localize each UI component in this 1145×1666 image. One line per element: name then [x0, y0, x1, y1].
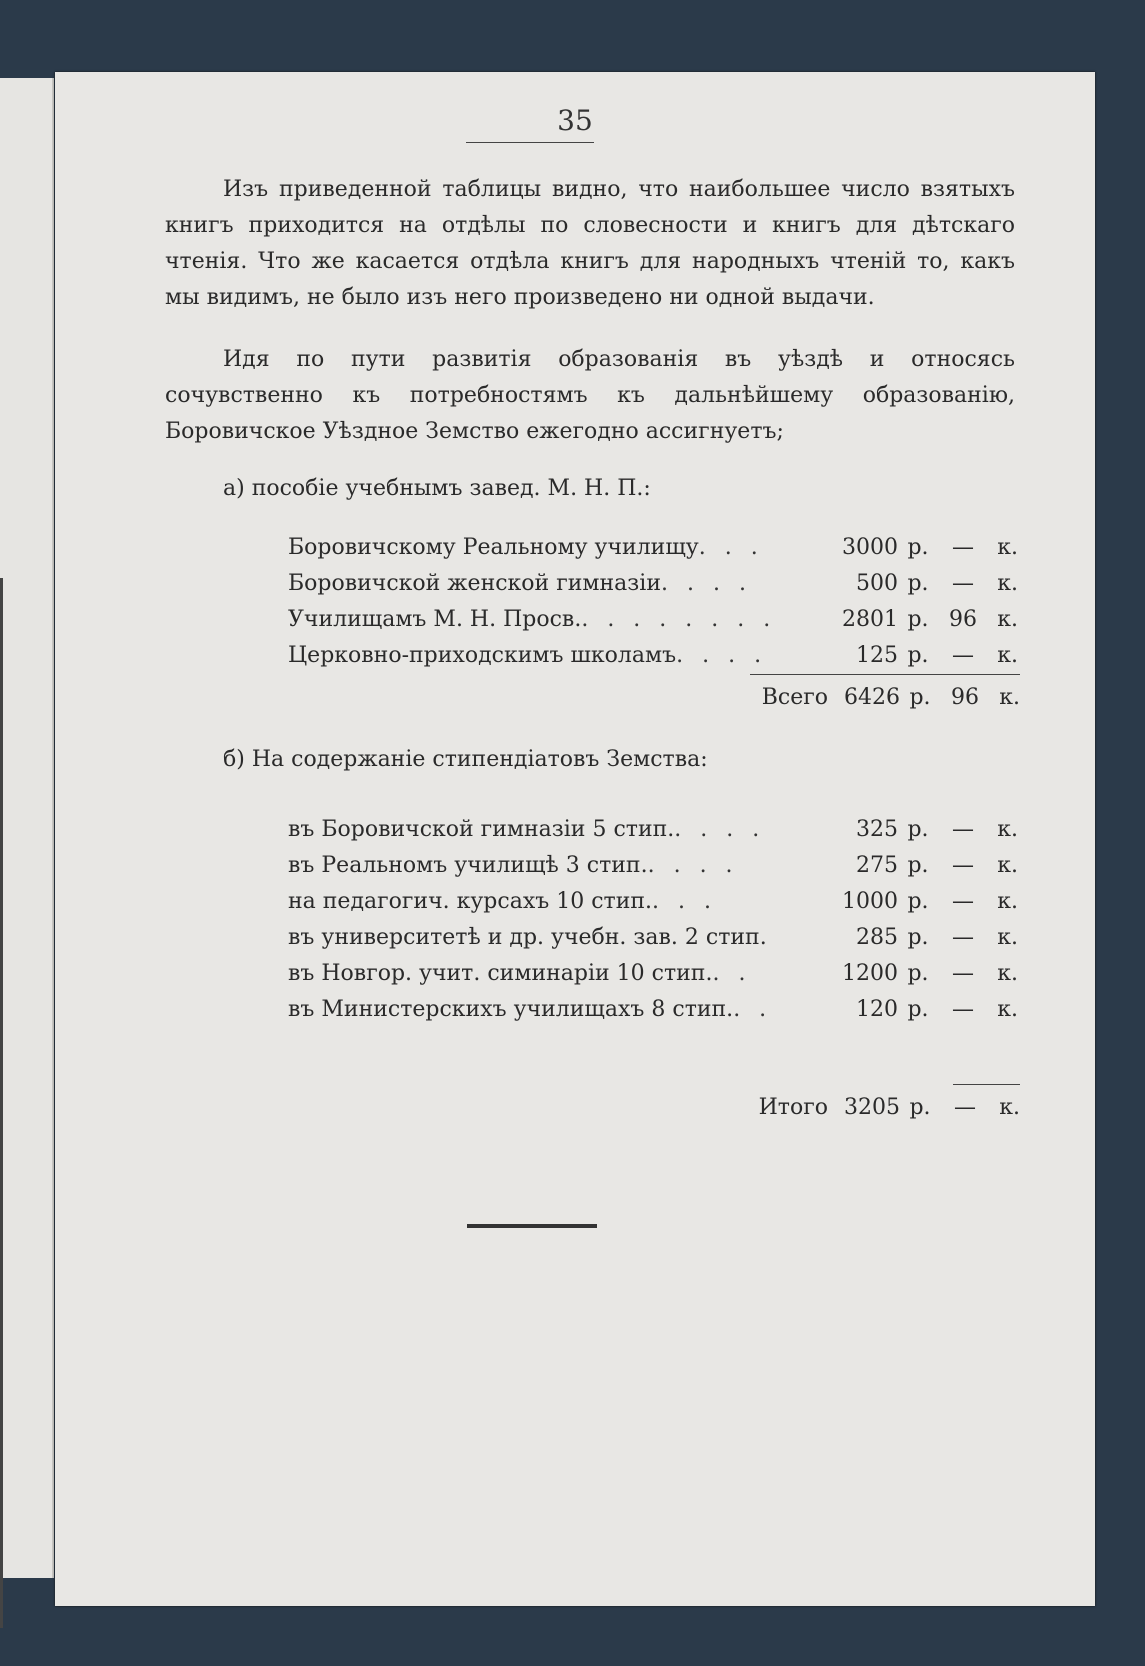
row-k: к. — [997, 925, 1018, 950]
row-amount: 1000 — [842, 889, 898, 914]
row-kop: — — [952, 643, 974, 668]
total-amount: 3205 — [844, 1095, 900, 1120]
total-amount: 6426 — [844, 685, 900, 710]
row-k: к. — [997, 607, 1018, 632]
row-dots: . . . . . . . . — [581, 607, 777, 632]
row-k: к. — [997, 961, 1018, 986]
section-b-total — [759, 1090, 1020, 1126]
section-b-heading: б) На содержаніе стипендіатовъ Земства: — [223, 747, 708, 772]
paragraph-1-text: Изъ приведенной таблицы видно, что наибольшее число взятыхъ книгъ приходится на отдѣлы по словесности и книгъ для дѣтскаго чтенія. Что же касается отдѣла книгъ для народныхъ чтеній то, какъ мы видимъ, не было изъ него произведено ни одной выдачи. — [165, 177, 1015, 310]
row-dots: . . . — [698, 535, 764, 560]
row-k: к. — [997, 817, 1018, 842]
total-kop: 96 — [951, 685, 979, 710]
total-rub: р. — [909, 1095, 931, 1120]
left-page-rule — [0, 578, 3, 1628]
row-kop: — — [952, 817, 974, 842]
row-rub: р. — [907, 643, 929, 668]
row-label: въ Новгор. учит. симинаріи 10 стип. — [288, 961, 713, 986]
row-kop: — — [952, 853, 974, 878]
row-rub: р. — [907, 817, 929, 842]
table-row — [288, 638, 1018, 674]
table-row — [288, 920, 1018, 956]
total-label: Итого — [758, 1095, 828, 1120]
row-rub: р. — [907, 997, 929, 1022]
row-kop: — — [952, 925, 974, 950]
row-dots: . . — [712, 961, 752, 986]
section-b-sum-rule — [953, 1084, 1020, 1085]
total-kop: — — [954, 1095, 976, 1120]
paragraph-1 — [165, 172, 1015, 316]
row-label: въ Реальномъ училищѣ 3 стип. — [288, 853, 648, 878]
row-dots: . . . . — [660, 571, 752, 596]
paragraph-2-text: Идя по пути развитія образованія въ уѣздѣ и относясь сочувственно къ потребностямъ къ дальнѣйшему образованію, Боровичское Уѣздное Земство ежегодно ассигнуетъ; — [165, 347, 1015, 444]
row-dots: . . . . — [674, 817, 766, 842]
total-label: Всего — [761, 685, 828, 710]
table-row — [288, 956, 1018, 992]
row-label: Училищамъ М. Н. Просв. — [288, 607, 582, 632]
document-page — [55, 72, 1095, 1606]
row-kop: — — [952, 571, 974, 596]
row-amount: 125 — [856, 643, 898, 668]
row-amount: 285 — [856, 925, 898, 950]
row-rub: р. — [907, 535, 929, 560]
row-k: к. — [997, 997, 1018, 1022]
row-amount: 500 — [856, 571, 898, 596]
row-k: к. — [997, 571, 1018, 596]
table-row — [288, 848, 1018, 884]
table-row — [288, 566, 1018, 602]
table-row — [288, 992, 1018, 1028]
left-page-edge — [0, 78, 54, 1578]
row-dots: . . . . — [647, 853, 739, 878]
end-rule — [467, 1224, 597, 1228]
row-k: к. — [997, 889, 1018, 914]
row-k: к. — [997, 535, 1018, 560]
table-row — [288, 812, 1018, 848]
table-row — [288, 530, 1018, 566]
row-rub: р. — [907, 571, 929, 596]
row-amount: 325 — [856, 817, 898, 842]
row-label: Боровичской женской гимназіи — [288, 571, 661, 596]
row-amount: 1200 — [842, 961, 898, 986]
section-a-total — [762, 680, 1020, 716]
section-a-heading: а) пособіе учебнымъ завед. М. Н. П.: — [223, 476, 651, 501]
row-dots: . . . . — [676, 643, 768, 668]
row-kop: 96 — [949, 607, 977, 632]
row-rub: р. — [907, 961, 929, 986]
row-rub: р. — [907, 607, 929, 632]
section-a-sum-rule — [750, 674, 1020, 675]
row-kop: — — [952, 961, 974, 986]
row-rub: р. — [907, 889, 929, 914]
row-k: к. — [997, 853, 1018, 878]
total-k: к. — [999, 685, 1020, 710]
table-row — [288, 602, 1018, 638]
row-label: на педагогич. курсахъ 10 стип. — [288, 889, 653, 914]
row-amount: 120 — [856, 997, 898, 1022]
row-rub: р. — [907, 853, 929, 878]
row-rub: р. — [907, 925, 929, 950]
table-row — [288, 884, 1018, 920]
row-label: въ Министерскихъ училищахъ 8 стип. — [288, 997, 734, 1022]
page-number: 35 — [557, 104, 593, 137]
row-kop: — — [952, 535, 974, 560]
row-label: Боровичскому Реальному училищу — [288, 535, 699, 560]
total-rub: р. — [909, 685, 931, 710]
row-dots: . . — [733, 997, 773, 1022]
section-b-rows — [288, 812, 1018, 1028]
row-amount: 275 — [856, 853, 898, 878]
row-k: к. — [997, 643, 1018, 668]
row-label: въ Боровичской гимназіи 5 стип. — [288, 817, 675, 842]
row-kop: — — [952, 889, 974, 914]
row-label: Церковно-приходскимъ школамъ — [288, 643, 677, 668]
row-amount: 3000 — [842, 535, 898, 560]
row-dots: . . . — [652, 889, 717, 914]
row-label: въ университетѣ и др. учебн. зав. 2 стип. — [288, 925, 767, 950]
section-a-rows — [288, 530, 1018, 674]
paragraph-2 — [165, 342, 1015, 450]
row-kop: — — [952, 997, 974, 1022]
page-number-rule — [466, 142, 594, 143]
row-amount: 2801 — [842, 607, 898, 632]
total-k: к. — [999, 1095, 1020, 1120]
